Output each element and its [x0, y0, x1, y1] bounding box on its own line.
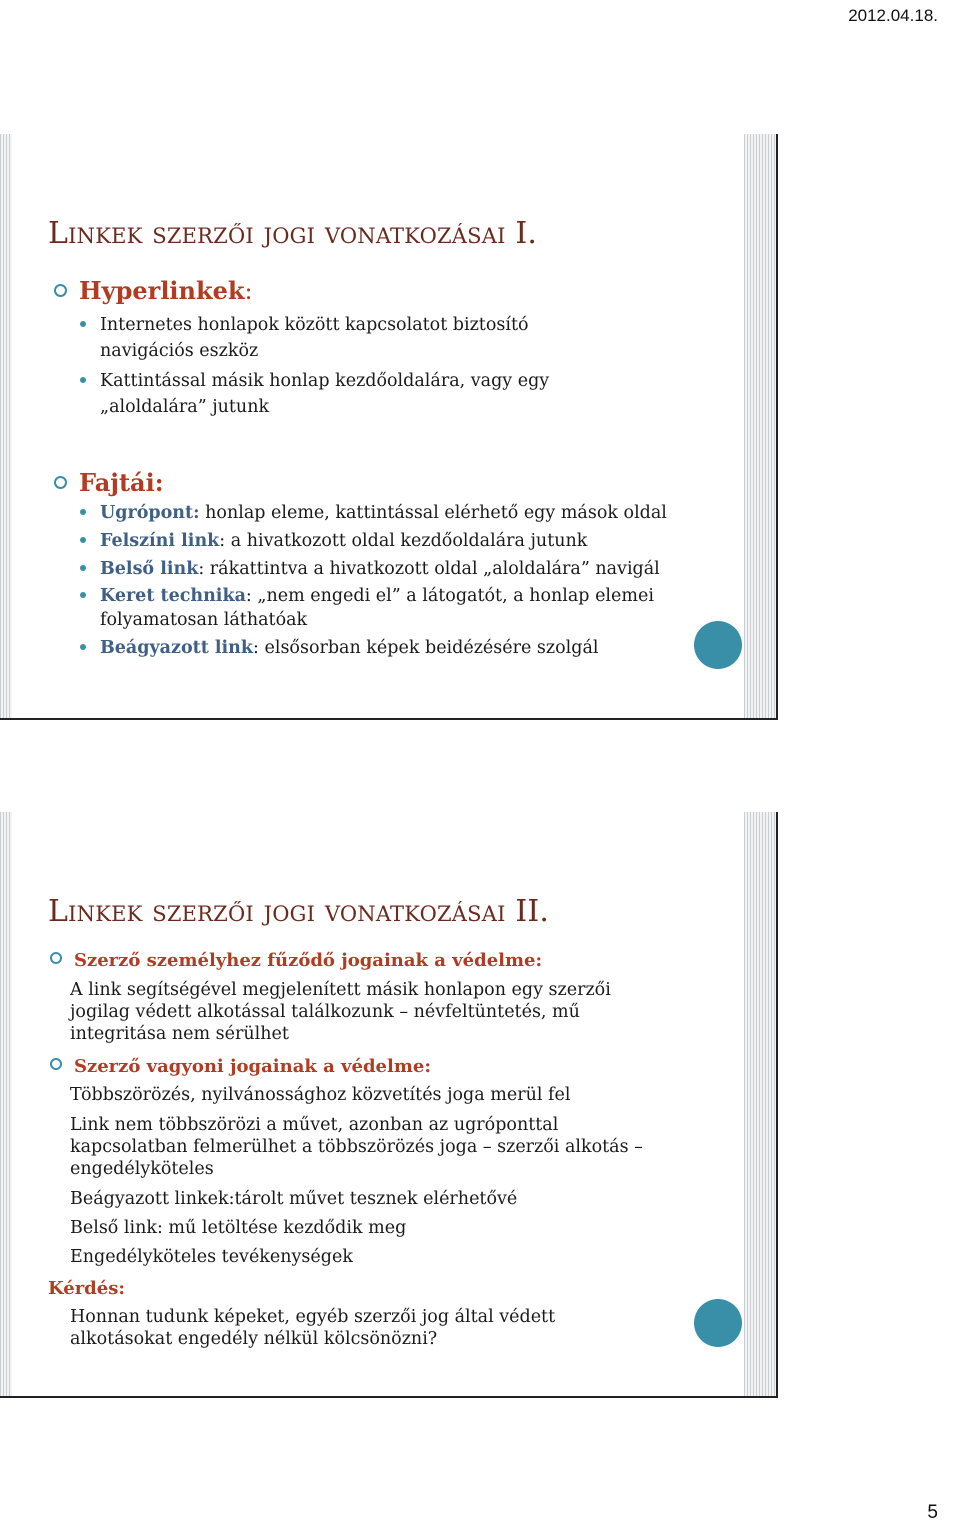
right-stripe-decoration	[744, 134, 776, 718]
term: Beágyazott link	[100, 638, 254, 658]
heading-text: Fajtái:	[79, 468, 164, 497]
term-description: : „nem engedi el” a látogatót, a honlap elemei folyamatosan láthatóak	[100, 586, 654, 630]
heading-colon: :	[244, 277, 253, 305]
slide-1	[0, 134, 778, 720]
paragraph: Belső link: mű letöltése kezdődik meg	[70, 1218, 407, 1238]
list-item	[80, 500, 716, 527]
left-stripe-decoration	[0, 134, 12, 718]
paragraph: Beágyazott linkek:tárolt művet tesznek elérhetővé	[70, 1189, 518, 1209]
slide-title: Linkek szerzői jogi vonatkozásai II.	[48, 894, 550, 929]
question-text: Honnan tudunk képeket, egyéb szerzői jog által védett alkotásokat engedély nélkül kölcsönözni?	[70, 1307, 556, 1349]
date-label: 2012.04.18.	[848, 6, 938, 25]
term: Belső link	[100, 559, 199, 579]
term: Keret technika	[100, 586, 246, 606]
list-item	[80, 368, 716, 420]
dot-bullet-icon	[80, 377, 86, 383]
heading-text: Szerző vagyoni jogainak a védelme:	[74, 1056, 431, 1077]
heading-text: Hyperlinkek	[79, 276, 245, 305]
dot-bullet-icon	[80, 644, 86, 650]
dot-bullet-icon	[80, 592, 86, 598]
list-item	[80, 528, 716, 555]
question-label: Kérdés:	[48, 1278, 126, 1299]
slide-2	[0, 812, 778, 1398]
list-item	[80, 635, 716, 662]
section-heading	[48, 1056, 716, 1077]
term: Ugrópont:	[100, 503, 200, 523]
right-stripe-decoration	[744, 812, 776, 1396]
section-heading	[48, 950, 716, 971]
paragraph: A link segítségével megjelenített másik honlapon egy szerzői jogilag védett alkotással találkozunk – névfeltüntetés, mű integritása nem sérülhet	[70, 980, 611, 1044]
ring-bullet-icon	[50, 1058, 62, 1070]
paragraph: Többszörözés, nyilvánossághoz közvetítés joga merül fel	[70, 1085, 571, 1105]
dot-bullet-icon	[80, 565, 86, 571]
page-number: 5	[927, 1502, 938, 1523]
ring-bullet-icon	[54, 476, 67, 489]
ring-bullet-icon	[50, 952, 62, 964]
ring-bullet-icon	[54, 284, 67, 297]
left-stripe-decoration	[0, 812, 12, 1396]
list-item	[80, 556, 716, 583]
section-heading	[48, 276, 716, 305]
list-item-text: Kattintással másik honlap kezdőoldalára, vagy egy „aloldalára” jutunk	[100, 371, 550, 417]
term: Felszíni link	[100, 531, 220, 551]
paragraph: Engedélyköteles tevékenységek	[70, 1247, 353, 1267]
list-item	[80, 584, 716, 632]
dot-bullet-icon	[80, 537, 86, 543]
paragraph: Link nem többszörözi a művet, azonban az ugróponttal kapcsolatban felmerülhet a többszörözés joga – szerzői alkotás – engedélyköteles	[70, 1115, 643, 1179]
dot-bullet-icon	[80, 321, 86, 327]
list-item	[80, 312, 716, 364]
term-description: honlap eleme, kattintással elérhető egy mások oldal	[199, 503, 667, 523]
dot-bullet-icon	[80, 509, 86, 515]
term-description: : elsősorban képek beidézésére szolgál	[253, 638, 599, 658]
term-description: : a hivatkozott oldal kezdőoldalára jutunk	[219, 531, 588, 551]
slide-title: Linkek szerzői jogi vonatkozásai I.	[48, 216, 538, 251]
list-item-text: Internetes honlapok között kapcsolatot biztosító navigációs eszköz	[100, 315, 529, 361]
term-description: : rákattintva a hivatkozott oldal „aloldalára” navigál	[198, 559, 660, 579]
section-heading	[48, 468, 716, 497]
heading-text: Szerző személyhez fűződő jogainak a védelme:	[74, 950, 543, 971]
